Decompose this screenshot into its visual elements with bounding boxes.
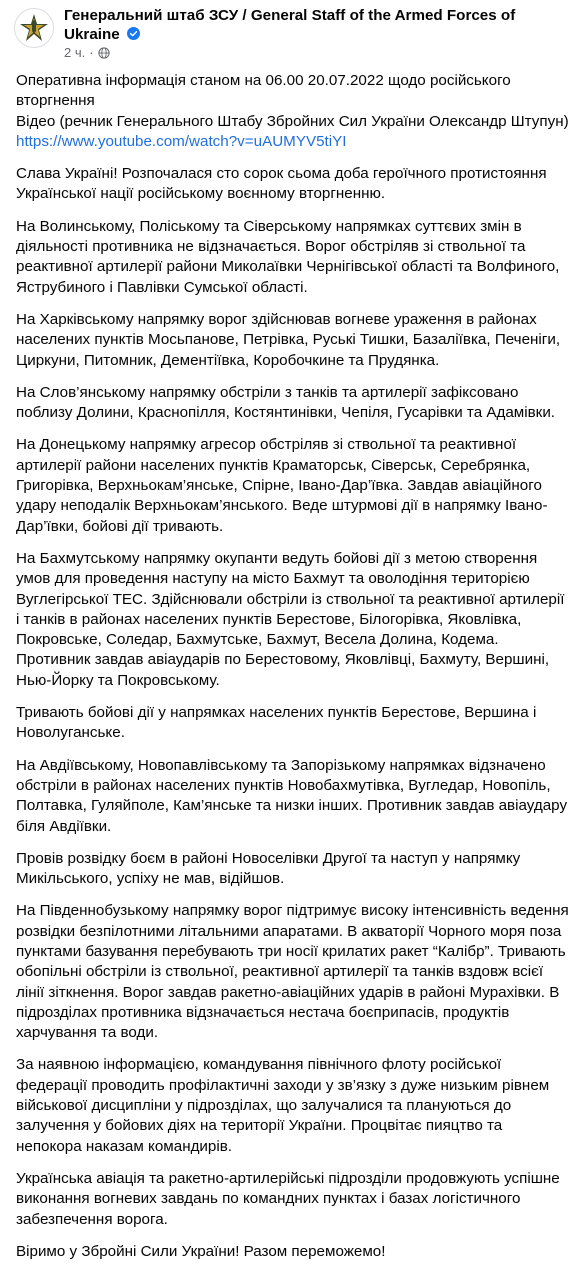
post-timestamp[interactable]: 2 ч. bbox=[64, 45, 86, 60]
post-paragraph: На Авдіївському, Новопавлівському та Запорізькому напрямках відзначено обстріли в районах населених пунктів Новобахмутівка, Вугледар, Новопіль, Полтавка, Гуляйполе, Кам’янське та низки інших. Противник завдав авіаудару біля Авдіївки. bbox=[16, 756, 568, 835]
intro-line-2: Відео (речник Генерального Штабу Збройних Сил України Олександр Штупун) bbox=[16, 112, 569, 130]
post-paragraph: На Південнобузькому напрямку ворог підтримує високу інтенсивність ведення розвідки безпілотними літальними апаратами. В акваторії Чорного моря поза пунктами базування перебувають три носії крилатих ракет “Калібр”. Тривають обопільні обстріли із ствольної, реактивної артилерії та танків вздовж всієї лінії зіткнення. Ворог завдав ракетно-авіаційних ударів в районі Мурахівки. В підрозділах противника відзначається нестача боєприпасів, продуктів харчування та води. bbox=[16, 902, 569, 1042]
post-paragraph: Віримо у Збройні Сили України! Разом переможемо! bbox=[16, 1242, 386, 1260]
armed-forces-emblem-icon bbox=[17, 11, 51, 45]
post-paragraph: Слава Україні! Розпочалася сто сорок сьома доба героїчного протистояння Української нації російському воєнному вторгненню. bbox=[16, 165, 547, 203]
author-name[interactable] bbox=[64, 6, 574, 44]
intro-line-1: Оперативна інформація станом на 06.00 20.07.2022 щодо російського вторгнення bbox=[16, 72, 511, 110]
post-content bbox=[16, 71, 572, 1274]
post-paragraph: На Слов’янському напрямку обстріли з танків та артилерії зафіксовано поблизу Долини, Краснопілля, Костянтинівки, Чепіля, Гусарівки та Адамівки. bbox=[16, 383, 556, 422]
meta-separator: · bbox=[89, 45, 94, 60]
author-name-text: Генеральний штаб ЗСУ / General Staff of the Armed Forces of Ukraine bbox=[64, 7, 516, 43]
page-avatar[interactable] bbox=[14, 8, 54, 48]
post-meta bbox=[64, 45, 110, 60]
post-paragraph: Тривають бойові дії у напрямках населених пунктів Берестове, Вершина і Новолуганське. bbox=[16, 704, 537, 742]
post-paragraph: На Донецькому напрямку агресор обстріляв зі ствольної та реактивної артилерії райони населених пунктів Краматорськ, Сіверськ, Серебрянка, Григорівка, Верхньокам’янське, Спірне, Івано-Дар’ївка. Завдав авіаційного удару неподалік Верхньокам’янського. Веде штурмові дії в напрямку Івано-Дар’ївки, бойові дії тривають. bbox=[16, 436, 548, 535]
post-intro bbox=[16, 71, 572, 152]
post-paragraph: За наявною інформацією, командування північного флоту російської федерації проводить профілактичні заходи у зв’язку з дуже низьким рівнем військової дисципліни у підрозділах, що залучалися та плануються до залучення у бойових діях на території України. Процвітає пияцтво та непокора наказам командирів. bbox=[16, 1056, 550, 1155]
globe-icon[interactable] bbox=[98, 47, 110, 59]
post-paragraph: На Волинському, Поліському та Сіверському напрямках суттєвих змін в діяльності противника не відзначається. Ворог обстріляв зі ствольної та реактивної артилерії райони Миколаївки Чернігівської області та Волфиного, Яструбиного і Павлівки Сумської області. bbox=[16, 217, 560, 296]
post-paragraph: Провів розвідку боєм в районі Новоселівки Другої та наступ у напрямку Микільського, успіху не мав, відійшов. bbox=[16, 849, 521, 888]
post-paragraph: На Бахмутському напрямку окупанти ведуть бойові дії з метою створення умов для проведення наступу на місто Бахмут та оволодіння територією Вуглегірської ТЕС. Здійснювали обстріли із ствольної та реактивної артилерії і танків в районах населених пунктів Берестове, Білогорівка, Яковлівка, Покровське, Соледар, Бахмутське, Бахмут, Весела Долина, Кодема. Противник завдав авіаударів по Берестовому, Яковлівці, Бахмуту, Вершині, Нью-Йорку та Покровському. bbox=[16, 549, 565, 689]
verified-badge-icon bbox=[127, 27, 140, 40]
post-paragraph: Українська авіація та ракетно-артилерійські підрозділи продовжують успішне виконання вогневих завдань по командних пунктах і базах логістичного забезпечення ворога. bbox=[16, 1169, 560, 1228]
post-header bbox=[0, 0, 585, 66]
post-paragraph: На Харківському напрямку ворог здійснював вогневе ураження в районах населених пунктів Мосьпанове, Петрівка, Руські Тишки, Базаліївка, Печеніги, Циркуни, Питомник, Дементіївка, Коробочкине та Прудянка. bbox=[16, 310, 561, 369]
youtube-link[interactable]: https://www.youtube.com/watch?v=uAUMYV5tiYI bbox=[16, 132, 347, 150]
